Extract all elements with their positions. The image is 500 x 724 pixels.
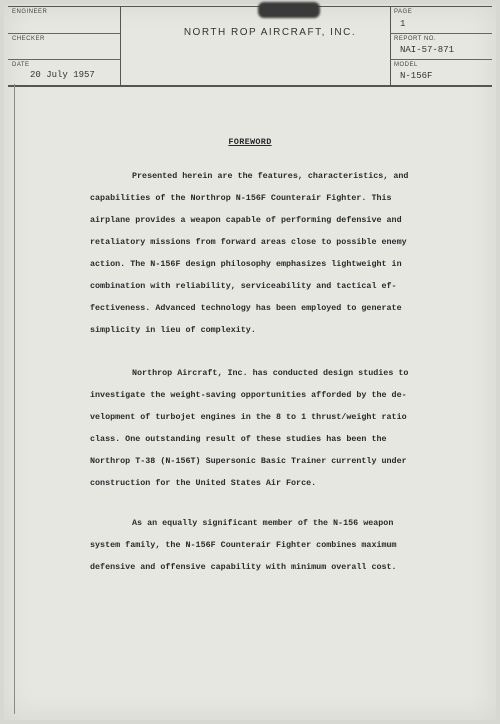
report-number-value: NAI-57-871 — [400, 45, 455, 55]
text-line: simplicity in lieu of complexity. — [90, 325, 256, 335]
text-line: investigate the weight-saving opportunities afforded by the de- — [90, 390, 407, 400]
text-line: retaliatory missions from forward areas close to possible enemy — [90, 237, 407, 247]
paragraph-2 — [90, 362, 450, 494]
text-line: Northrop Aircraft, Inc. has conducted design studies to — [132, 368, 409, 378]
text-line: action. The N-156F design philosophy emphasizes lightweight in — [90, 259, 402, 269]
company-name: NORTH ROP AIRCRAFT, INC. — [183, 27, 357, 38]
text-line: Presented herein are the features, characteristics, and — [132, 171, 409, 181]
model-label: MODEL — [394, 62, 418, 68]
header-rule — [8, 33, 120, 34]
engineer-label: ENGINEER — [12, 9, 48, 15]
text-line: defensive and offensive capability with minimum overall cost. — [90, 562, 397, 572]
text-line: As an equally significant member of the N-156 weapon — [132, 518, 394, 528]
header-divider-right — [390, 7, 391, 85]
margin-rule — [14, 84, 15, 714]
header-divider-left — [120, 7, 121, 85]
text-line: Northrop T-38 (N-156T) Supersonic Basic Trainer currently under — [90, 456, 407, 466]
text-line: velopment of turbojet engines in the 8 to 1 thrust/weight ratio — [90, 412, 407, 422]
text-line: combination with reliability, serviceability and tactical ef- — [90, 281, 397, 291]
text-line: fectiveness. Advanced technology has been employed to generate — [90, 303, 402, 313]
report-header — [8, 6, 492, 87]
redaction-mark — [258, 2, 320, 18]
text-line: system family, the N-156F Counterair Fighter combines maximum — [90, 540, 397, 550]
header-rule — [390, 59, 492, 60]
paragraph-3 — [90, 512, 450, 578]
text-line: airplane provides a weapon capable of performing defensive and — [90, 215, 402, 225]
document-title: FOREWORD — [228, 137, 272, 147]
header-rule — [8, 59, 120, 60]
paragraph-1 — [90, 165, 450, 341]
model-value: N-156F — [400, 71, 433, 81]
date-label: DATE — [12, 62, 30, 68]
report-number-label: REPORT NO. — [394, 36, 437, 42]
checker-label: CHECKER — [12, 36, 45, 42]
text-line: construction for the United States Air Force. — [90, 478, 317, 488]
page-value: 1 — [400, 19, 406, 29]
header-rule — [390, 33, 492, 34]
text-line: capabilities of the Northrop N-156F Counterair Fighter. This — [90, 193, 392, 203]
date-value: 20 July 1957 — [30, 70, 95, 80]
text-line: class. One outstanding result of these studies has been the — [90, 434, 387, 444]
page-label: PAGE — [394, 9, 413, 15]
